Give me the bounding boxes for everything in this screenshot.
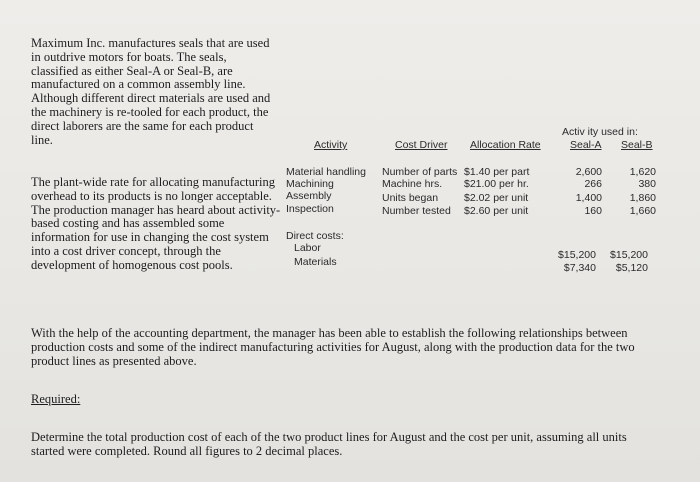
table-row-seal-a: 160 bbox=[584, 205, 602, 217]
table-row-rate: $2.02 per unit bbox=[464, 192, 529, 204]
cost-driver-header: Cost Driver bbox=[395, 139, 448, 151]
table-row-rate: $2.60 per unit bbox=[464, 205, 529, 217]
table-row-seal-b: 1,660 bbox=[629, 205, 656, 217]
table-row-driver: Units began bbox=[382, 192, 439, 204]
table-row-seal-b: 380 bbox=[638, 178, 656, 190]
table-row-seal-b: 1,860 bbox=[629, 192, 656, 204]
table-row-seal-b: 1,620 bbox=[629, 166, 656, 178]
seal-a-header: Seal-A bbox=[570, 139, 602, 151]
table-row-activity: Machining bbox=[286, 178, 334, 190]
materials-seal-a: $7,340 bbox=[563, 262, 596, 274]
table-row-driver: Number of parts bbox=[382, 166, 458, 178]
materials-label: Materials bbox=[294, 256, 337, 268]
intro-paragraph: Maximum Inc. manufactures seals that are used in outdrive motors for boats. The seals, classified as either Seal-A or Seal-B, are manufactured on a common assembly line. Although different direct materials are used and the machinery is re-tooled for each product, the direct laborers are the same for each product line. bbox=[31, 36, 271, 147]
labor-seal-b: $15,200 bbox=[610, 249, 648, 261]
table-row-seal-a: 266 bbox=[584, 178, 602, 190]
table-row-seal-a: 2,600 bbox=[575, 166, 602, 178]
labor-label: Labor bbox=[294, 242, 321, 254]
plant-wide-rate-paragraph: The plant-wide rate for allocating manufacturing overhead to its products is no longer acceptable. The production manager has heard about activity-based costing and has assembled some information for use in changing the cost system into a cost driver concept, through the development of homogenous cost pools. bbox=[31, 175, 281, 272]
table-row-driver: Machine hrs. bbox=[382, 178, 443, 190]
allocation-rate-header: Allocation Rate bbox=[470, 139, 541, 151]
table-row-activity: Assembly bbox=[286, 190, 332, 202]
table-row-rate: $21.00 per hr. bbox=[464, 178, 529, 190]
materials-seal-b: $5,120 bbox=[615, 262, 648, 274]
direct-costs-label: Direct costs: bbox=[286, 230, 344, 242]
table-row-rate: $1.40 per part bbox=[464, 166, 530, 178]
table-row-seal-a: 1,400 bbox=[575, 192, 602, 204]
activity-header: Activity bbox=[314, 139, 348, 151]
table-row-driver: Number tested bbox=[382, 205, 451, 217]
relationships-paragraph: With the help of the accounting department, the manager has been able to establish the following relationships between production costs and some of the indirect manufacturing activities for August, along with the production data for the two product lines as presented above. bbox=[31, 326, 635, 368]
table-row-activity: Inspection bbox=[286, 203, 334, 215]
seal-b-header: Seal-B bbox=[621, 139, 653, 151]
question-paragraph: Determine the total production cost of each of the two product lines for August and the cost per unit, assuming all units started were completed. Round all figures to 2 decimal places. bbox=[31, 430, 627, 458]
activity-used-header: Activ ity used in: bbox=[562, 126, 638, 138]
required-label: Required: bbox=[31, 392, 81, 406]
labor-seal-a: $15,200 bbox=[558, 249, 596, 261]
table-row-activity: Material handling bbox=[286, 166, 366, 178]
